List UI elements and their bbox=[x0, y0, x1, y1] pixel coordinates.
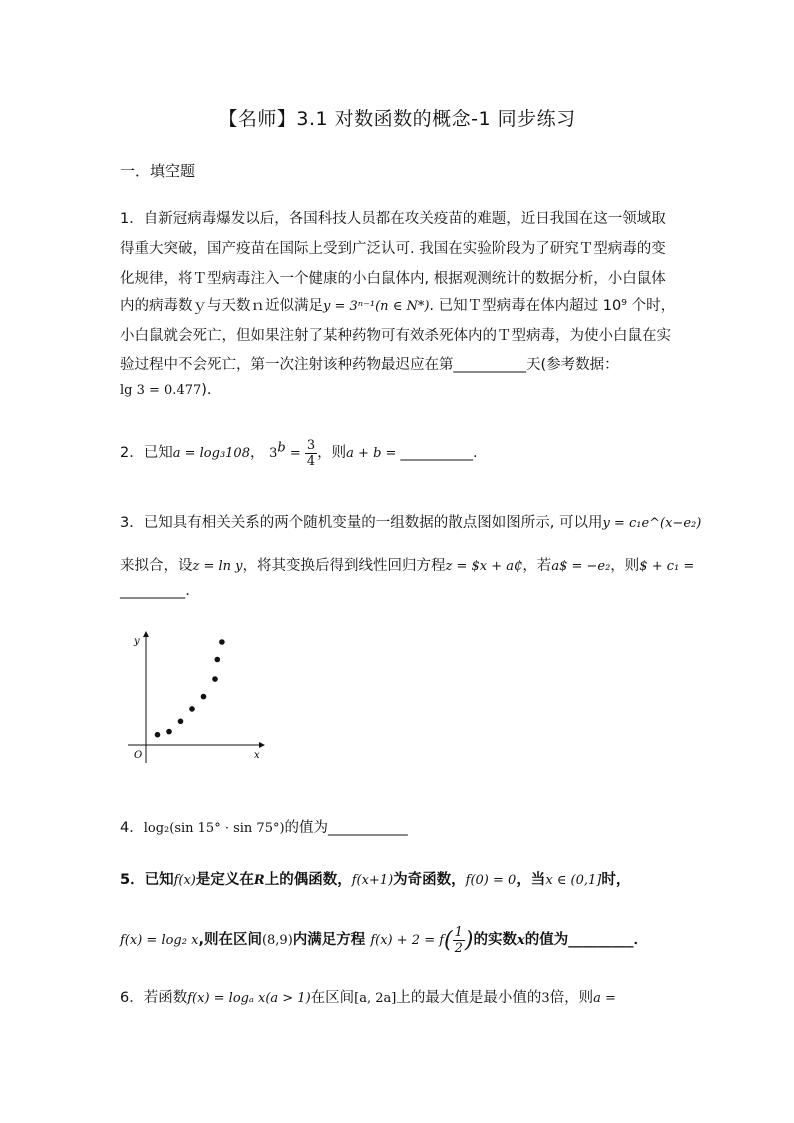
q6-interval: [a, 2a] bbox=[354, 991, 397, 1006]
q5-interval: (8,9) bbox=[261, 933, 293, 948]
q5-text-c: 上的偶函数， bbox=[264, 872, 352, 888]
q2-formula-c: a + b = bbox=[346, 446, 401, 461]
origin-label: O bbox=[134, 750, 143, 761]
q5-equation-left: f(x) + 2 = f bbox=[370, 933, 445, 948]
q6-factor: 3 bbox=[541, 991, 550, 1006]
q4-text: 的值为___________ bbox=[284, 820, 408, 836]
q4-prefix: 4． bbox=[120, 820, 144, 836]
q5-fraction bbox=[453, 925, 465, 956]
q5-f-x: f(x) bbox=[173, 873, 196, 888]
scatter-point-4 bbox=[189, 706, 195, 712]
q3-text-1: 3．已知具有相关关系的两个随机变量的一组数据的散点图如图所示, 可以用 bbox=[120, 515, 603, 531]
q3-text-5: ，则 bbox=[610, 558, 640, 574]
question-2 bbox=[120, 438, 478, 469]
question-5-line-2 bbox=[120, 925, 648, 956]
q4-formula: log₂(sin 15° · sin 75°) bbox=[143, 821, 285, 836]
q5-x-range: x ∈ (0,1] bbox=[545, 873, 602, 888]
scatter-point-6 bbox=[212, 676, 218, 682]
question-4 bbox=[120, 816, 408, 837]
q5-f-def: f(x) = log₂ x bbox=[120, 933, 199, 948]
q2-eq: = bbox=[285, 446, 305, 461]
q1-line-5: 小白鼠就会死亡，但如果注射了某种药物可有效杀死体内的Ｔ型病毒，为使小白鼠在实 bbox=[120, 328, 671, 344]
page-title: 【名师】3.1 对数函数的概念-1 同步练习 bbox=[218, 108, 576, 130]
q5-text-g: ,则在区间 bbox=[198, 932, 262, 948]
q6-text-a: 6．若函数 bbox=[120, 990, 188, 1006]
q1-line-6: 验过程中不会死亡，第一次注射该种药物最迟应在第__________天(参考数据： bbox=[120, 357, 619, 373]
q1-line-1: 1．自新冠病毒爆发以后，各国科技人员都在攻关疫苗的难题，近日我国在这一领域取 bbox=[120, 211, 666, 227]
scatter-point-1 bbox=[155, 732, 161, 738]
q5-paren-right: ) bbox=[464, 928, 474, 953]
q3-formula-a: a$ = −e₂ bbox=[551, 559, 611, 574]
q6-text-d: 倍，则 bbox=[549, 990, 594, 1006]
q5-f-0: f(0) = 0 bbox=[465, 873, 517, 888]
question-6 bbox=[120, 986, 616, 1007]
q2-fraction bbox=[305, 438, 317, 469]
q2-exp: b bbox=[277, 440, 286, 456]
q2-frac-num: 3 bbox=[306, 438, 316, 453]
q1-line-7 bbox=[120, 382, 212, 398]
q6-text-c: 上的最大值是最小值的 bbox=[396, 990, 542, 1006]
q5-text-e: ，当 bbox=[516, 872, 546, 888]
x-axis-label: x bbox=[254, 750, 260, 761]
scatter-point-3 bbox=[178, 719, 184, 725]
q2-formula-b bbox=[269, 438, 317, 469]
q2-formula-a: a = log₃108 bbox=[172, 446, 250, 461]
question-3-line-3: _________. bbox=[120, 583, 190, 599]
q5-text-f: 时， bbox=[601, 872, 631, 888]
q2-then: ，则 bbox=[317, 445, 347, 461]
scatter-point-8 bbox=[219, 639, 225, 645]
q5-var-x: x bbox=[517, 933, 525, 948]
q5-f-x-plus-1: f(x+1) bbox=[351, 873, 394, 888]
q5-text-i: 的实数 bbox=[473, 932, 517, 948]
q2-prefix: 2．已知 bbox=[120, 445, 173, 461]
q3-regression-formula: z = $x + a₵ bbox=[445, 559, 523, 574]
q5-equation bbox=[370, 925, 474, 956]
q2-sep: ， bbox=[249, 445, 265, 461]
q1-line-4-text: 内的病毒数ｙ与天数ｎ近似满足 bbox=[120, 298, 323, 314]
q1-line-4 bbox=[120, 294, 675, 315]
q1-line-3: 化规律，将Ｔ型病毒注入一个健康的小白鼠体内, 根据观测统计的数据分析，小白鼠体 bbox=[120, 271, 666, 287]
q6-answer-a: a = bbox=[593, 991, 616, 1006]
q5-frac-num: 1 bbox=[454, 925, 463, 940]
q2-blank: __________. bbox=[400, 445, 478, 461]
q1-line-4-tail: . 已知Ｔ型病毒在体内超过 10⁹ 个时， bbox=[429, 298, 676, 314]
scatter-point-7 bbox=[215, 657, 221, 663]
question-3-line-1 bbox=[120, 511, 701, 532]
q5-paren-left: ( bbox=[444, 928, 453, 953]
q5-set-r: R bbox=[253, 873, 265, 888]
q5-text-d: 为奇函数， bbox=[393, 872, 466, 888]
q5-text-a: 5．已知 bbox=[120, 872, 174, 888]
q2-base: 3 bbox=[269, 446, 278, 461]
q6-function: f(x) = logₐ x(a > 1) bbox=[187, 991, 311, 1006]
q3-text-3: ，将其变换后得到线性回归方程 bbox=[242, 558, 446, 574]
q5-text-b: 是定义在 bbox=[195, 872, 254, 888]
q1-line-7-tail: ). bbox=[201, 382, 212, 398]
q3-text-4: ，若 bbox=[522, 558, 552, 574]
q5-text-j: 的值为_________． bbox=[524, 932, 649, 948]
q5-text-h: 内满足方程 bbox=[292, 932, 366, 948]
q3-text-2: 来拟合，设 bbox=[120, 558, 193, 574]
q2-frac-den: 4 bbox=[306, 454, 316, 469]
question-5-line-1 bbox=[120, 868, 630, 889]
scatter-point-5 bbox=[201, 694, 207, 700]
q1-formula: y = 3ⁿ⁻¹(n ∈ N*) bbox=[323, 299, 430, 314]
q3-formula-z: z = ln y bbox=[192, 559, 243, 574]
section-heading: 一．填空题 bbox=[120, 162, 196, 180]
q3-model-formula: y = c₁e^(x−e₂) bbox=[602, 516, 702, 531]
question-3-line-2 bbox=[120, 554, 694, 575]
q5-frac-den: 2 bbox=[454, 941, 463, 956]
q1-reference-data: lg 3 = 0.477 bbox=[120, 383, 202, 398]
y-axis-label: y bbox=[134, 636, 140, 647]
scatter-point-2 bbox=[166, 729, 172, 735]
scatter-plot bbox=[118, 628, 268, 763]
q6-text-b: 在区间 bbox=[310, 990, 355, 1006]
scatter-points bbox=[155, 639, 225, 737]
q3-formula-sum: $ + c₁ = bbox=[639, 559, 695, 574]
q1-line-2: 得重大突破，国产疫苗在国际上受到广泛认可. 我国在实验阶段为了研究Ｔ型病毒的变 bbox=[120, 241, 666, 257]
